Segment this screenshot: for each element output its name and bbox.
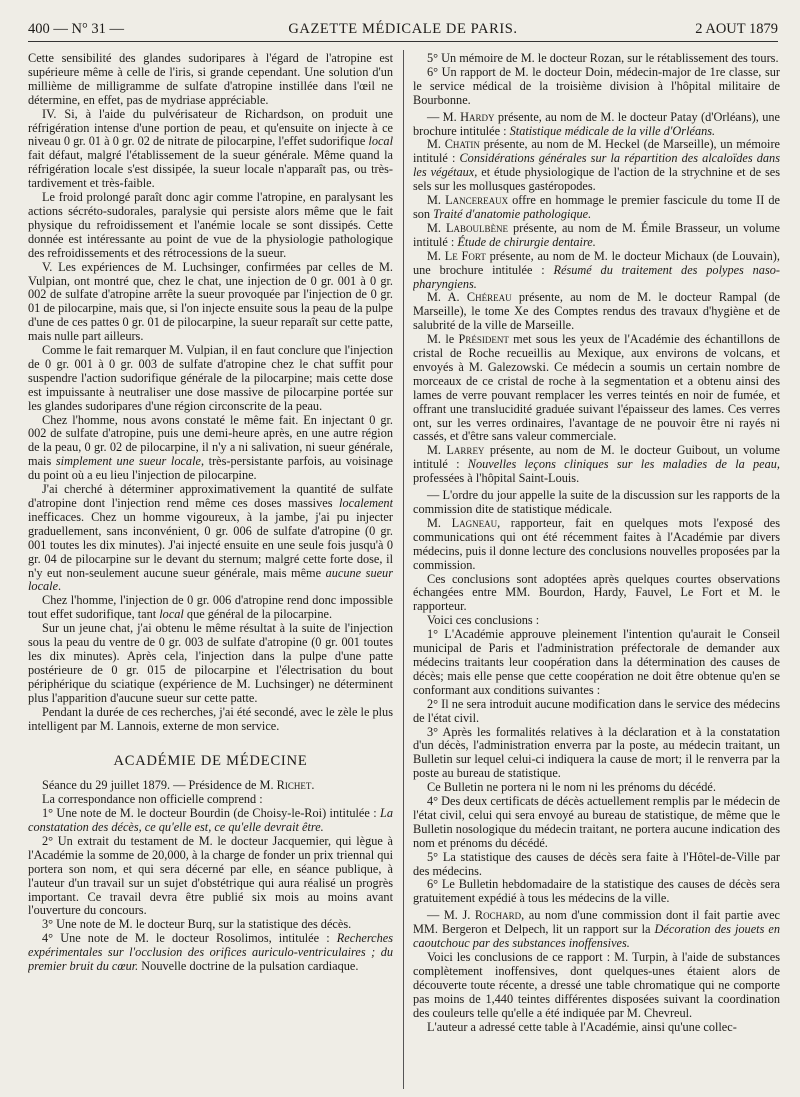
paragraph: Ces conclusions sont adoptées après quelques courtes observations échangées entre MM. Bourdon, Hardy, Fauvel, Le Fort et M. le rapporteur. [413,571,780,614]
paragraph: 1° L'Académie approuve pleinement l'intention qu'aurait le Conseil municipal de Paris et l'administration préfectorale de demander aux médecins traitants leur coopération dans la détermination des causes de décès; mais elle pense que cette coopération ne doit être obtenue qu'en se conformant aux conditions suivantes : [413,627,780,697]
paragraph: M. A. Chéreau présente, au nom de M. le docteur Rampal (de Marseille), le tome Xe des Comptes rendus des travaux d'hygiène et de salubrité de la ville de Marseille. [413,290,780,333]
paragraph: Voici ces conclusions : [427,613,540,628]
paragraph: J'ai cherché à déterminer approximativement la quantité de sulfate d'atropine dont l'injection rend même ces doses massives localement inefficaces. Chez un homme vigoureux, à la jambe, j'ai pu injecter graduellement, sans inconvénient, 0 gr. 006 de sulfate d'atropine (0 gr. 001 toutes les dix minutes). J'ai injecté ensuite en une seule fois jusqu'à 0 gr. 04 de pilocarpine sur le devant du sternum; malgré cette forte dose, il n'y eut non-seulement aucune sueur générale, mais même aucune sueur locale. [28,482,393,594]
paragraph: 5° La statistique des causes de décès sera faite à l'Hôtel-de-Ville par des médecins. [413,849,780,878]
paragraph: 2° Un extrait du testament de M. le docteur Jacquemier, qui lègue à l'Académie la somme de 20,000, à la charge de fonder un prix triennal qui portera son nom, et qui sera décerné par elle, en séance publique, à l'auteur d'un travail sur un sujet d'obstétrique qui aura réalisé un progrès important. Ce travail devra être publié six mois au moins avant l'ouverture du concours. [28,833,393,918]
paragraph: M. le Président met sous les yeux de l'Académie des échantillons de cristal de Roche recueillis au Mexique, aux environs de volcans, et envoyés à M. Galezowski. Ce médecin a soumis un certain nombre de morceaux de ce cristal de roche à la segmentation et a obtenu ainsi des lames de verre pouvant remplacer les verres teintés en noir de fumée, et offrant une translucidité graduée suivant l'épaisseur des lames. Ces verres ont, sur les verres ordinaires, l'avantage de ne pouvoir être ni rayés ni cassés, et d'être sans valeur commerciale. [413,332,780,444]
paragraph: — M. Hardy présente, au nom de M. le docteur Patay (d'Orléans), une brochure intitulée : Statistique médicale de la ville d'Orléans. [413,109,780,138]
paragraph: M. Laboulbène présente, au nom de M. Émile Brasseur, un volume intitulé : Étude de chirurgie dentaire. [413,220,780,249]
journal-title: GAZETTE MÉDICALE DE PARIS. [288,21,518,37]
paragraph: Chez l'homme, nous avons constaté le même fait. En injectant 0 gr. 002 de sulfate d'atropine, puis une demi-heure après, en une autre région de la peau, 0 gr. 02 de pilocarpine, il n'y a ni salivation, ni sueur générale, mais simplement une sueur locale, très-persistante parfois, au voisinage du point où a eu lieu l'injection de pilocarpine. [28,412,393,483]
paragraph: Pendant la durée de ces recherches, j'ai été secondé, avec le zèle le plus intelligent par M. Lannois, externe de mon service. [28,704,393,733]
paragraph: — M. J. Rochard, au nom d'une commission dont il fait partie avec MM. Bergeron et Delpech, lit un rapport sur la Décoration des jouets en caoutchouc par des substances inoffensives. [413,908,780,951]
paragraph: M. Lancereaux offre en hommage le premier fascicule du tome II de son Traité d'anatomie pathologique. [413,193,780,221]
paragraph: IV. Si, à l'aide du pulvérisateur de Richardson, on produit une réfrigération intense d'une portion de peau, et qu'ensuite on injecte à ce niveau 0 gr. 01 à 0 gr. 02 de nitrate de pilocarpine, l'effet sudorifique local fait défaut, malgré l'établissement de la sueur générale. Même quand la réfrigération locale s'est dissipée, la sueur locale n'apparaît pas, ou très-tardivement et très-faible. [28,106,393,191]
paragraph: 2° Il ne sera introduit aucune modification dans le service des médecins de l'état civil. [413,696,780,725]
section-title: ACADÉMIE DE MÉDECINE [113,753,308,770]
paragraph: V. Les expériences de M. Luchsinger, confirmées par celles de M. Vulpian, ont montré que, chez le chat, une injection de 0 gr. 001 à 0 gr. 002 de sulfate d'atropine arrête la sueur provoquée par l'injection de 0 gr. 01 de pilocarpine, mais que, si l'on injecte ensuite sous la peau de la pulpe d'une de ces pattes 0 gr. 01 de pilocarpine, la sueur reparaît sur cette patte, mais nulle part ailleurs. [28,259,393,344]
paragraph: 4° Une note de M. le docteur Rosolimos, intitulée : Recherches expérimentales sur l'occlusion des orifices auriculo-ventriculaires ; du premier bruit du cœur. Nouvelle doctrine de la pulsation cardiaque. [28,931,393,974]
paragraph: Ce Bulletin ne portera ni le nom ni les prénoms du décédé. [427,780,716,795]
paragraph: M. Chatin présente, au nom de M. Heckel (de Marseille), un mémoire intitulé : Considérations générales sur la répartition des alcaloïdes dans les végétaux, et étude physiologique de l'action de la strychnine et de ses sels sur les mollusques gastéropodes. [413,137,780,194]
paragraph: 3° Une note de M. le docteur Burq, sur la statistique des décès. [42,917,352,932]
paragraph: 6° Un rapport de M. le docteur Doin, médecin-major de 1re classe, sur le service médical de la troisième division à l'hôpital militaire de Bourbonne. [413,64,780,107]
session-line: Séance du 29 juillet 1879. — Présidence de M. Richet. [42,778,315,793]
paragraph: L'auteur a adressé cette table à l'Académie, ainsi qu'une collec- [427,1019,737,1034]
issue-date: 2 AOUT 1879 [695,21,778,37]
paragraph: 5° Un mémoire de M. le docteur Rozan, sur le rétablissement des tours. [427,52,779,65]
paragraph: M. Larrey présente, au nom de M. le docteur Guibout, un volume intitulé : Nouvelles leçons cliniques sur les maladies de la peau, professées à l'hôpital Saint-Louis. [413,443,780,486]
paragraph: Comme le fait remarquer M. Vulpian, il en faut conclure que l'injection de 0 gr. 001 à 0 gr. 003 de sulfate d'atropine chez le chat suffit pour suspendre l'action sudorifique générale de la pilocarpine; mais cette dose est impuissante à neutraliser une dose massive de pilocarpine portée sur les glandes sudoripares d'une région circonscrite de la peau. [28,343,393,413]
paragraph: Chez l'homme, l'injection de 0 gr. 006 d'atropine rend donc impossible tout effet sudorifique, tant local que général de la pilocarpine. [28,593,393,622]
paragraph: 4° Des deux certificats de décès actuellement remplis par le médecin de l'état civil, celui qui sera envoyé au bureau de statistique, de même que le Bulletin nosologique du médecin traitant, ne portera aucune indication des nom et prénoms du décédé. [413,794,780,850]
paragraph: Sur un jeune chat, j'ai obtenu le même résultat à la suite de l'injection sous la peau du ventre de 0 gr. 003 de sulfate d'atropine (0 gr. 001 toutes les dix minutes). Après cela, l'injection dans la pulpe d'une patte postérieure de 0 gr. 015 de pilocarpine et l'électrisation du bout périphérique du sciatique (expérience de M. Luchsinger) ne déterminent plus l'apparition d'aucune sueur sur cette patte. [28,621,393,705]
paragraph: Cette sensibilité des glandes sudoripares à l'égard de l'atropine est supérieure même à celle de l'iris, si grande cependant. Une solution d'un millième de milligramme de sulfate d'atropine instillée dans l'œil ne détermine, en effet, pas de mydriase appréciable. [28,52,393,107]
right-column [413,52,780,1091]
paragraph: Le froid prolongé paraît donc agir comme l'atropine, en paralysant les actions sécréto-sudorales, paralysie qui persiste alors même que le fait physique du refroidissement et l'anémie locale se sont dissipés. Cette donnée est intéressante au point de vue de la physiologie pathologique des refroidissements et des rétrocessions de la sueur. [28,190,393,260]
paragraph: 3° Après les formalités relatives à la déclaration et à la constatation d'un décès, l'administration enverra par la poste, au médecin traitant, un Bulletin sur lequel celui-ci indiquera la cause de mort; il le renverra par la poste au bureau de statistique. [413,724,780,781]
running-header [28,12,778,42]
paragraph: 6° Le Bulletin hebdomadaire de la statistique des causes de décès sera gratuitement expédié à tous les médecins de la ville. [413,877,780,906]
paragraph: Voici les conclusions de ce rapport : M. Turpin, à l'aide de substances complètement inoffensives, dont quelques-unes étaient alors de découverte toute récente, a dressé une table chromatique qui ne comporte pas moins de 1,440 teintes différentes disposées suivant la coordination des couleurs telle qu'elle a été indiquée par M. Chevreul. [413,950,780,1020]
paragraph: La correspondance non officielle comprend : [42,792,263,807]
paragraph: 1° Une note de M. le docteur Bourdin (de Choisy-le-Roi) intitulée : La constatation des décès, ce qu'elle est, ce qu'elle devrait être. [28,806,393,835]
column-divider [403,50,404,1089]
left-column [28,52,393,1091]
paragraph: M. Le Fort présente, au nom de M. le docteur Michaux (de Louvain), une brochure intitulée : Résumé du traitement des polypes naso-pharyngiens. [413,248,780,291]
page-number: 400 — N° 31 — [28,21,125,37]
paragraph: M. Lagneau, rapporteur, fait en quelques mots l'exposé des communications qui ont été récemment faites à l'Académie par divers médecins, puis il donne lecture des conclusions nouvelles proposées par la commission. [413,515,780,572]
paragraph: — L'ordre du jour appelle la suite de la discussion sur les rapports de la commission dite de statistique médicale. [413,488,780,516]
